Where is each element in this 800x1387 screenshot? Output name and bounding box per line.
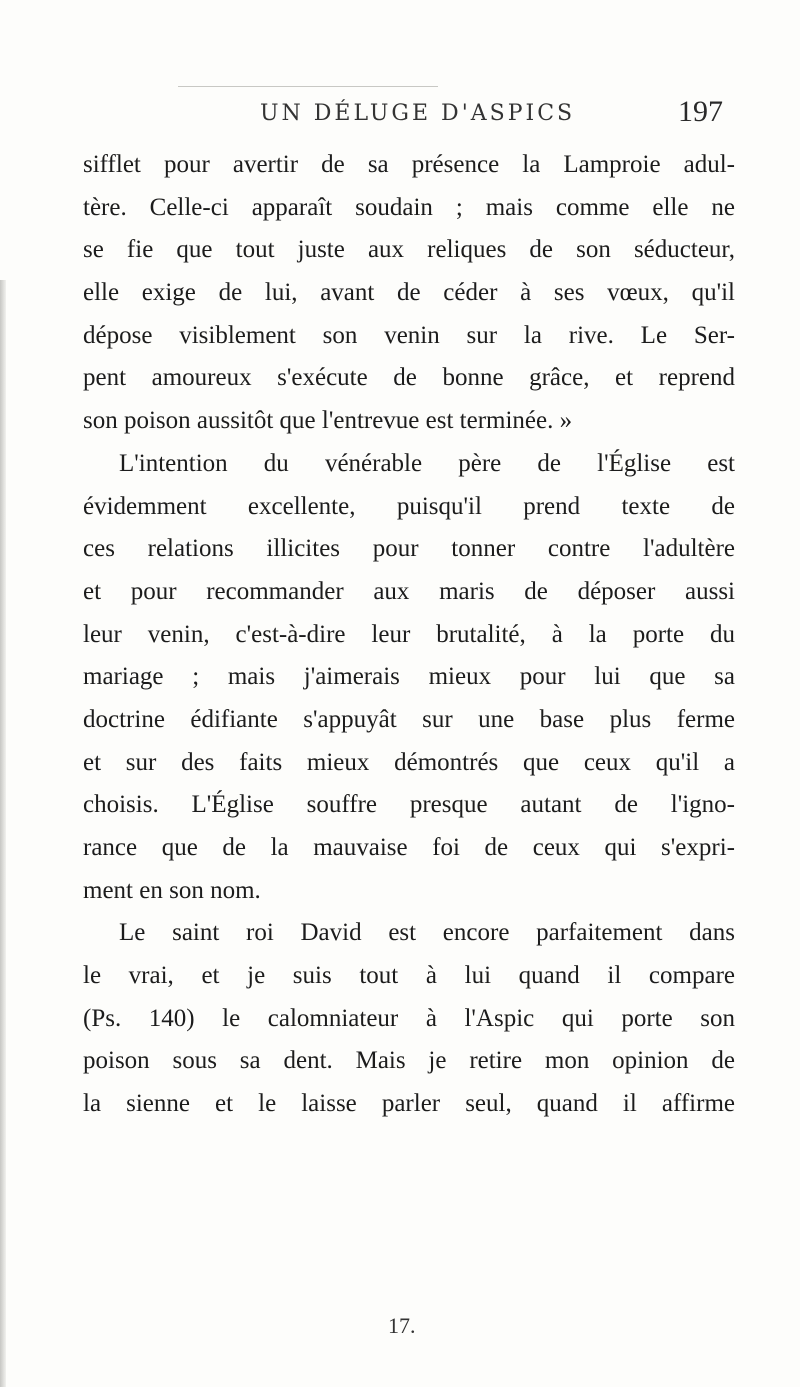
running-title: UN DÉLUGE D'ASPICS (260, 101, 576, 126)
text-line: (Ps. 140) le calomniateur à l'Aspic qui porte son (83, 1004, 735, 1032)
text-line: Le saint roi David est encore parfaitement dans (119, 919, 735, 947)
text-line: elle exige de lui, avant de céder à ses vœux, qu'il (83, 279, 735, 307)
text-line: pent amoureux s'exécute de bonne grâce, et reprend (83, 364, 735, 392)
text-line: et sur des faits mieux démontrés que ceux qu'il a (83, 748, 735, 776)
top-rule (178, 86, 438, 87)
text-line: L'intention du vénérable père de l'Église est (119, 449, 735, 477)
page-number: 197 (678, 95, 723, 128)
page-header (0, 95, 800, 145)
text-line: rance que de la mauvaise foi de ceux qui s'expri- (83, 834, 735, 861)
text-line: ces relations illicites pour tonner contre l'adultère (83, 535, 735, 563)
text-line: et pour recommander aux maris de déposer aussi (83, 577, 735, 605)
text-line: leur venin, c'est-à-dire leur brutalité, à la porte du (83, 620, 735, 648)
text-line: choisis. L'Église souffre presque autant de l'igno- (83, 791, 735, 819)
text-line: mariage ; mais j'aimerais mieux pour lui que sa (83, 663, 735, 691)
body-text (83, 144, 735, 1126)
text-line: tère. Celle-ci apparaît soudain ; mais comme elle ne (83, 193, 735, 221)
text-line: doctrine édifiante s'appuyât sur une base plus ferme (83, 705, 735, 733)
text-line: sifflet pour avertir de sa présence la Lamproie adul- (83, 151, 735, 178)
text-line: se fie que tout juste aux reliques de son séducteur, (83, 236, 735, 264)
text-line: ment en son nom. (83, 876, 261, 904)
text-line: son poison aussitôt que l'entrevue est terminée. » (83, 407, 573, 435)
text-line: évidemment excellente, puisqu'il prend texte de (83, 492, 735, 520)
signature-mark: 17. (388, 1313, 416, 1338)
text-line: la sienne et le laisse parler seul, quand il affirme (83, 1090, 735, 1118)
text-line: poison sous sa dent. Mais je retire mon opinion de (83, 1047, 735, 1075)
text-line: le vrai, et je suis tout à lui quand il compare (83, 962, 735, 990)
text-line: dépose visiblement son venin sur la rive. Le Ser- (83, 321, 735, 349)
page-edge-shadow (0, 280, 6, 1387)
